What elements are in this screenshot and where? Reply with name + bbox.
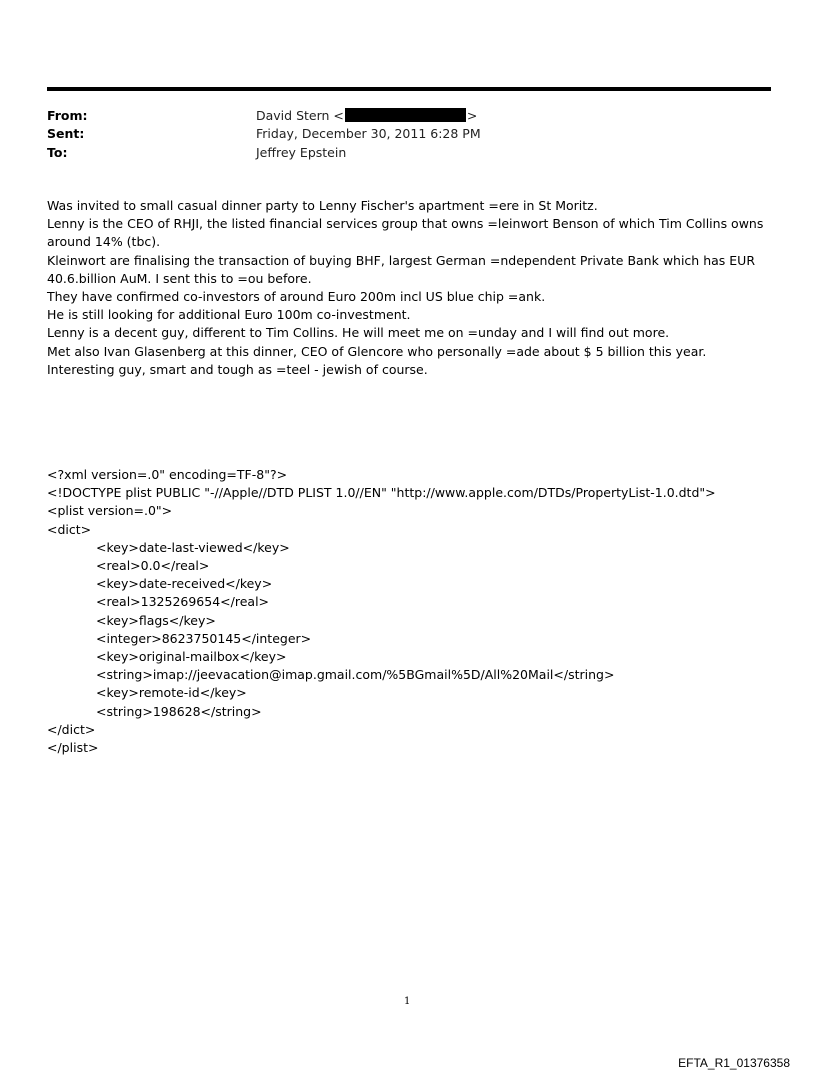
xml-line: <string>imap://jeevacation@imap.gmail.com/%5BGmail%5D/All%20Mail</string> [96,667,615,683]
xml-line: <dict> [47,521,92,537]
body-line: Kleinwort are finalising the transaction of buying BHF, largest German =ndependent Private Bank which has EUR 40.6.billion AuM. I sent this to =ou before. [47,252,759,286]
xml-line: <key>flags</key> [96,612,216,628]
xml-line: <key>date-last-viewed</key> [96,539,290,555]
xml-line: <!DOCTYPE plist PUBLIC "-//Apple//DTD PLIST 1.0//EN" "http://www.apple.com/DTDs/PropertyList-1.0.dtd"> [47,485,716,501]
email-body [47,197,777,379]
plist-xml [47,466,716,757]
header-rule [47,87,771,91]
xml-line: <real>1325269654</real> [96,594,270,610]
xml-line: <key>date-received</key> [96,576,273,592]
from-label: From: [47,108,88,123]
from-name: David Stern < [256,108,344,123]
xml-line: <plist version=.0"> [47,503,173,519]
body-line: He is still looking for additional Euro 100m co-investment. [47,307,411,323]
xml-line: <real>0.0</real> [96,558,210,574]
body-line: Lenny is a decent guy, different to Tim Collins. He will meet me on =unday and I will find out more. [47,325,670,341]
to-value: Jeffrey Epstein [256,145,347,160]
body-line: They have confirmed co-investors of around Euro 200m incl US blue chip =ank. [47,289,546,305]
xml-line: </plist> [47,740,99,756]
page-number: 1 [404,996,411,1007]
from-value [256,107,477,125]
xml-line: <key>remote-id</key> [96,685,247,701]
xml-line: <key>original-mailbox</key> [96,649,287,665]
xml-line: <string>198628</string> [96,703,262,719]
bates-number: EFTA_R1_01376358 [678,1056,790,1070]
xml-line: <integer>8623750145</integer> [96,630,312,646]
to-label: To: [47,145,68,160]
xml-line: </dict> [47,721,96,737]
xml-line: <?xml version=.0" encoding=TF-8"?> [47,467,288,482]
redaction-box [345,108,466,122]
body-line: Lenny is the CEO of RHJI, the listed financial services group that owns =leinwort Benson of which Tim Collins owns around 14% (tbc). [47,216,768,250]
sent-label: Sent: [47,126,85,141]
body-line: Was invited to small casual dinner party to Lenny Fischer's apartment =ere in St Moritz. [47,198,598,213]
from-close: > [466,108,478,123]
body-line: Met also Ivan Glasenberg at this dinner, CEO of Glencore who personally =ade about $ 5 billion this year. Interesting guy, smart and tough as =teel - jewish of course. [47,343,711,377]
sent-value: Friday, December 30, 2011 6:28 PM [256,126,481,141]
